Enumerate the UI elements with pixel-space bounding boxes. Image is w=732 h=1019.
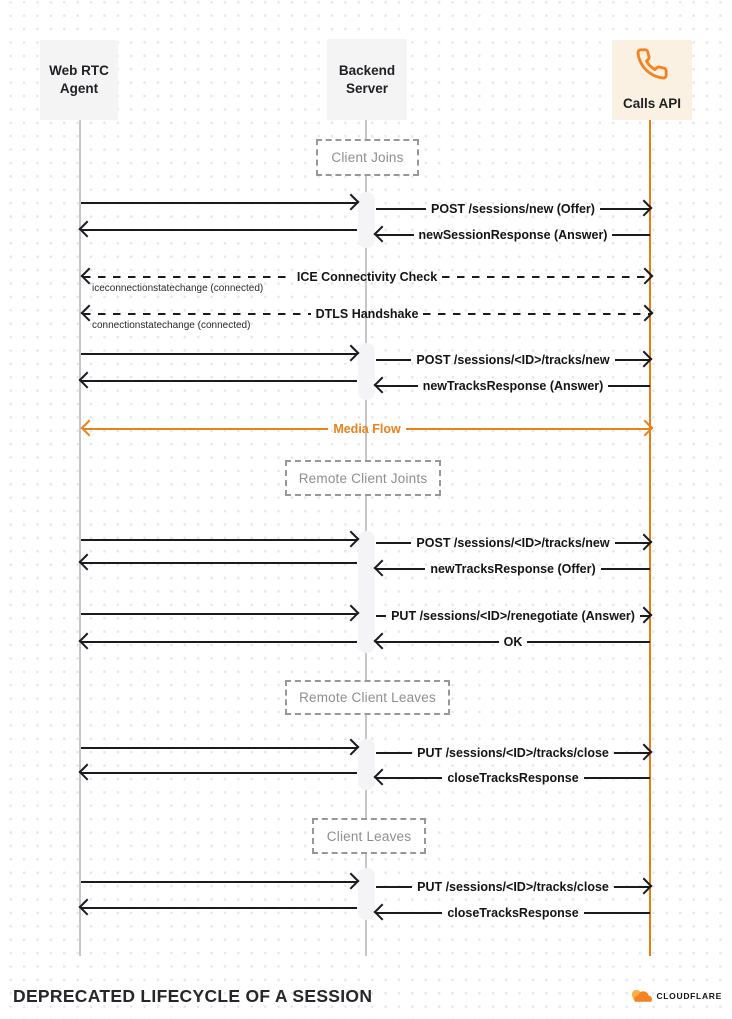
- arrow-line: [83, 428, 328, 431]
- message-arrow: [81, 371, 357, 391]
- message-post-sessions-id-tracks-new: [376, 533, 650, 553]
- section-label-client-leaves: [312, 818, 426, 854]
- activation-bar: [358, 531, 375, 653]
- arrow-line: [527, 641, 650, 644]
- message-dtls-handshake: [83, 304, 651, 331]
- message-label: PUT /sessions/<ID>/tracks/close: [417, 879, 609, 894]
- arrow-line: [376, 542, 411, 545]
- message-put-sessions-id-tracks-close: [376, 877, 650, 897]
- event-note: iceconnectionstatechange (connected): [92, 283, 264, 294]
- message-closetracksresponse: [376, 768, 650, 788]
- arrow-line: [81, 881, 357, 884]
- arrowhead-left-icon: [374, 226, 391, 243]
- arrow-line: [442, 276, 651, 279]
- message-label: POST /sessions/new (Offer): [431, 201, 595, 216]
- arrow-line: [81, 353, 357, 356]
- arrowhead-left-icon: [81, 420, 98, 437]
- arrow-line: [423, 313, 651, 316]
- event-note: connectionstatechange (connected): [92, 320, 251, 331]
- cloudflare-logo: [626, 987, 722, 1005]
- message-post-sessions-id-tracks-new: [376, 350, 650, 370]
- arrowhead-right-icon: [343, 873, 360, 890]
- message-label: DTLS Handshake: [315, 306, 419, 321]
- message-newsessionresponse-answer: [376, 225, 650, 245]
- brand-wordmark: CLOUDFLARE: [656, 991, 722, 1001]
- section-label-remote-client-joints: [285, 460, 441, 496]
- section-label-text: Client Leaves: [326, 828, 412, 844]
- arrow-line: [81, 772, 357, 775]
- arrowhead-left-icon: [79, 899, 96, 916]
- message-arrow: [81, 738, 357, 758]
- message-label: Media Flow: [333, 421, 401, 436]
- arrowhead-left-icon: [374, 769, 391, 786]
- message-label: newTracksResponse (Offer): [430, 561, 596, 576]
- arrowhead-right-icon: [636, 534, 653, 551]
- arrowhead-right-icon: [636, 200, 653, 217]
- section-label-text: Client Joins: [331, 150, 404, 165]
- arrow-line: [81, 562, 357, 565]
- arrowhead-right-icon: [636, 744, 653, 761]
- message-label: PUT /sessions/<ID>/renegotiate (Answer): [391, 608, 635, 623]
- message-label: PUT /sessions/<ID>/tracks/close: [417, 745, 609, 760]
- message-label: newTracksResponse (Answer): [422, 378, 604, 393]
- arrow-line: [376, 208, 426, 211]
- arrow-line: [83, 276, 292, 279]
- message-arrow: [81, 530, 357, 550]
- message-media-flow: [83, 419, 651, 439]
- message-put-sessions-id-renegotiate-answer: [376, 606, 650, 626]
- message-post-sessions-new-offer: [376, 199, 650, 219]
- arrowhead-right-icon: [636, 351, 653, 368]
- arrowhead-right-icon: [637, 305, 654, 322]
- message-arrow: [81, 220, 357, 240]
- actor-label: Web RTC Agent: [49, 63, 109, 96]
- message-label: OK: [503, 634, 523, 649]
- arrowhead-left-icon: [374, 633, 391, 650]
- arrowhead-left-icon: [79, 764, 96, 781]
- arrow-line: [584, 777, 650, 780]
- message-ok: [376, 632, 650, 652]
- arrowhead-right-icon: [343, 531, 360, 548]
- message-arrow: [81, 193, 357, 213]
- arrow-line: [81, 641, 357, 644]
- arrow-line: [376, 615, 386, 618]
- arrow-line: [584, 912, 650, 915]
- actor-label: Backend Server: [338, 62, 396, 96]
- arrowhead-right-icon: [636, 878, 653, 895]
- message-label: newSessionResponse (Answer): [418, 227, 608, 242]
- message-arrow: [81, 604, 357, 624]
- arrowhead-left-icon: [374, 377, 391, 394]
- arrowhead-right-icon: [343, 739, 360, 756]
- arrowhead-left-icon: [81, 305, 98, 322]
- message-label: POST /sessions/<ID>/tracks/new: [416, 535, 610, 550]
- section-label-text: Remote Client Joints: [298, 470, 428, 486]
- actor-backend-server: [327, 39, 407, 120]
- activation-bar: [358, 739, 375, 790]
- message-label: POST /sessions/<ID>/tracks/new: [416, 352, 610, 367]
- message-label: closeTracksResponse: [447, 770, 579, 785]
- section-label-text: Remote Client Leaves: [299, 690, 436, 705]
- arrowhead-left-icon: [374, 904, 391, 921]
- arrowhead-right-icon: [637, 420, 654, 437]
- arrowhead-right-icon: [343, 605, 360, 622]
- arrow-line: [83, 313, 311, 316]
- phone-icon: [635, 47, 669, 86]
- message-label: ICE Connectivity Check: [296, 269, 438, 284]
- arrowhead-right-icon: [637, 268, 654, 285]
- diagram-title: DEPRECATED LIFECYCLE OF A SESSION: [13, 986, 373, 1006]
- message-arrow: [81, 763, 357, 783]
- message-arrow: [81, 898, 357, 918]
- actor-label: Calls API: [622, 96, 682, 111]
- message-ice-connectivity-check: [83, 267, 651, 294]
- arrowhead-left-icon: [79, 221, 96, 238]
- arrow-line: [608, 385, 650, 388]
- activation-bar: [358, 868, 375, 920]
- arrow-line: [376, 752, 412, 755]
- message-newtracksresponse-answer: [376, 376, 650, 396]
- cloudflare-cloud-icon: [626, 987, 653, 1005]
- section-label-client-joins: [316, 139, 419, 176]
- arrow-line: [406, 428, 651, 431]
- arrowhead-left-icon: [81, 268, 98, 285]
- activation-bar: [358, 192, 375, 248]
- arrow-line: [376, 886, 412, 889]
- arrow-line: [81, 380, 357, 383]
- message-arrow: [81, 344, 357, 364]
- message-put-sessions-id-tracks-close: [376, 743, 650, 763]
- arrow-line: [376, 641, 499, 644]
- activation-bar: [358, 343, 375, 400]
- arrow-line: [612, 234, 650, 237]
- arrow-line: [601, 568, 650, 571]
- message-newtracksresponse-offer: [376, 559, 650, 579]
- actor-web-rtc-agent: [40, 40, 118, 120]
- section-label-remote-client-leaves: [285, 680, 450, 715]
- arrowhead-right-icon: [343, 345, 360, 362]
- arrow-line: [81, 229, 357, 232]
- arrow-line: [81, 613, 357, 616]
- message-closetracksresponse: [376, 903, 650, 923]
- arrowhead-left-icon: [79, 633, 96, 650]
- message-arrow: [81, 553, 357, 573]
- arrowhead-right-icon: [343, 194, 360, 211]
- message-arrow: [81, 872, 357, 892]
- message-label: closeTracksResponse: [447, 905, 579, 920]
- arrow-line: [81, 907, 357, 910]
- arrow-line: [376, 359, 411, 362]
- actor-calls-api: [612, 40, 692, 120]
- arrow-line: [81, 202, 357, 205]
- arrow-line: [81, 539, 357, 542]
- message-arrow: [81, 632, 357, 652]
- arrowhead-left-icon: [79, 372, 96, 389]
- arrow-line: [81, 747, 357, 750]
- arrowhead-left-icon: [374, 560, 391, 577]
- arrowhead-left-icon: [79, 554, 96, 571]
